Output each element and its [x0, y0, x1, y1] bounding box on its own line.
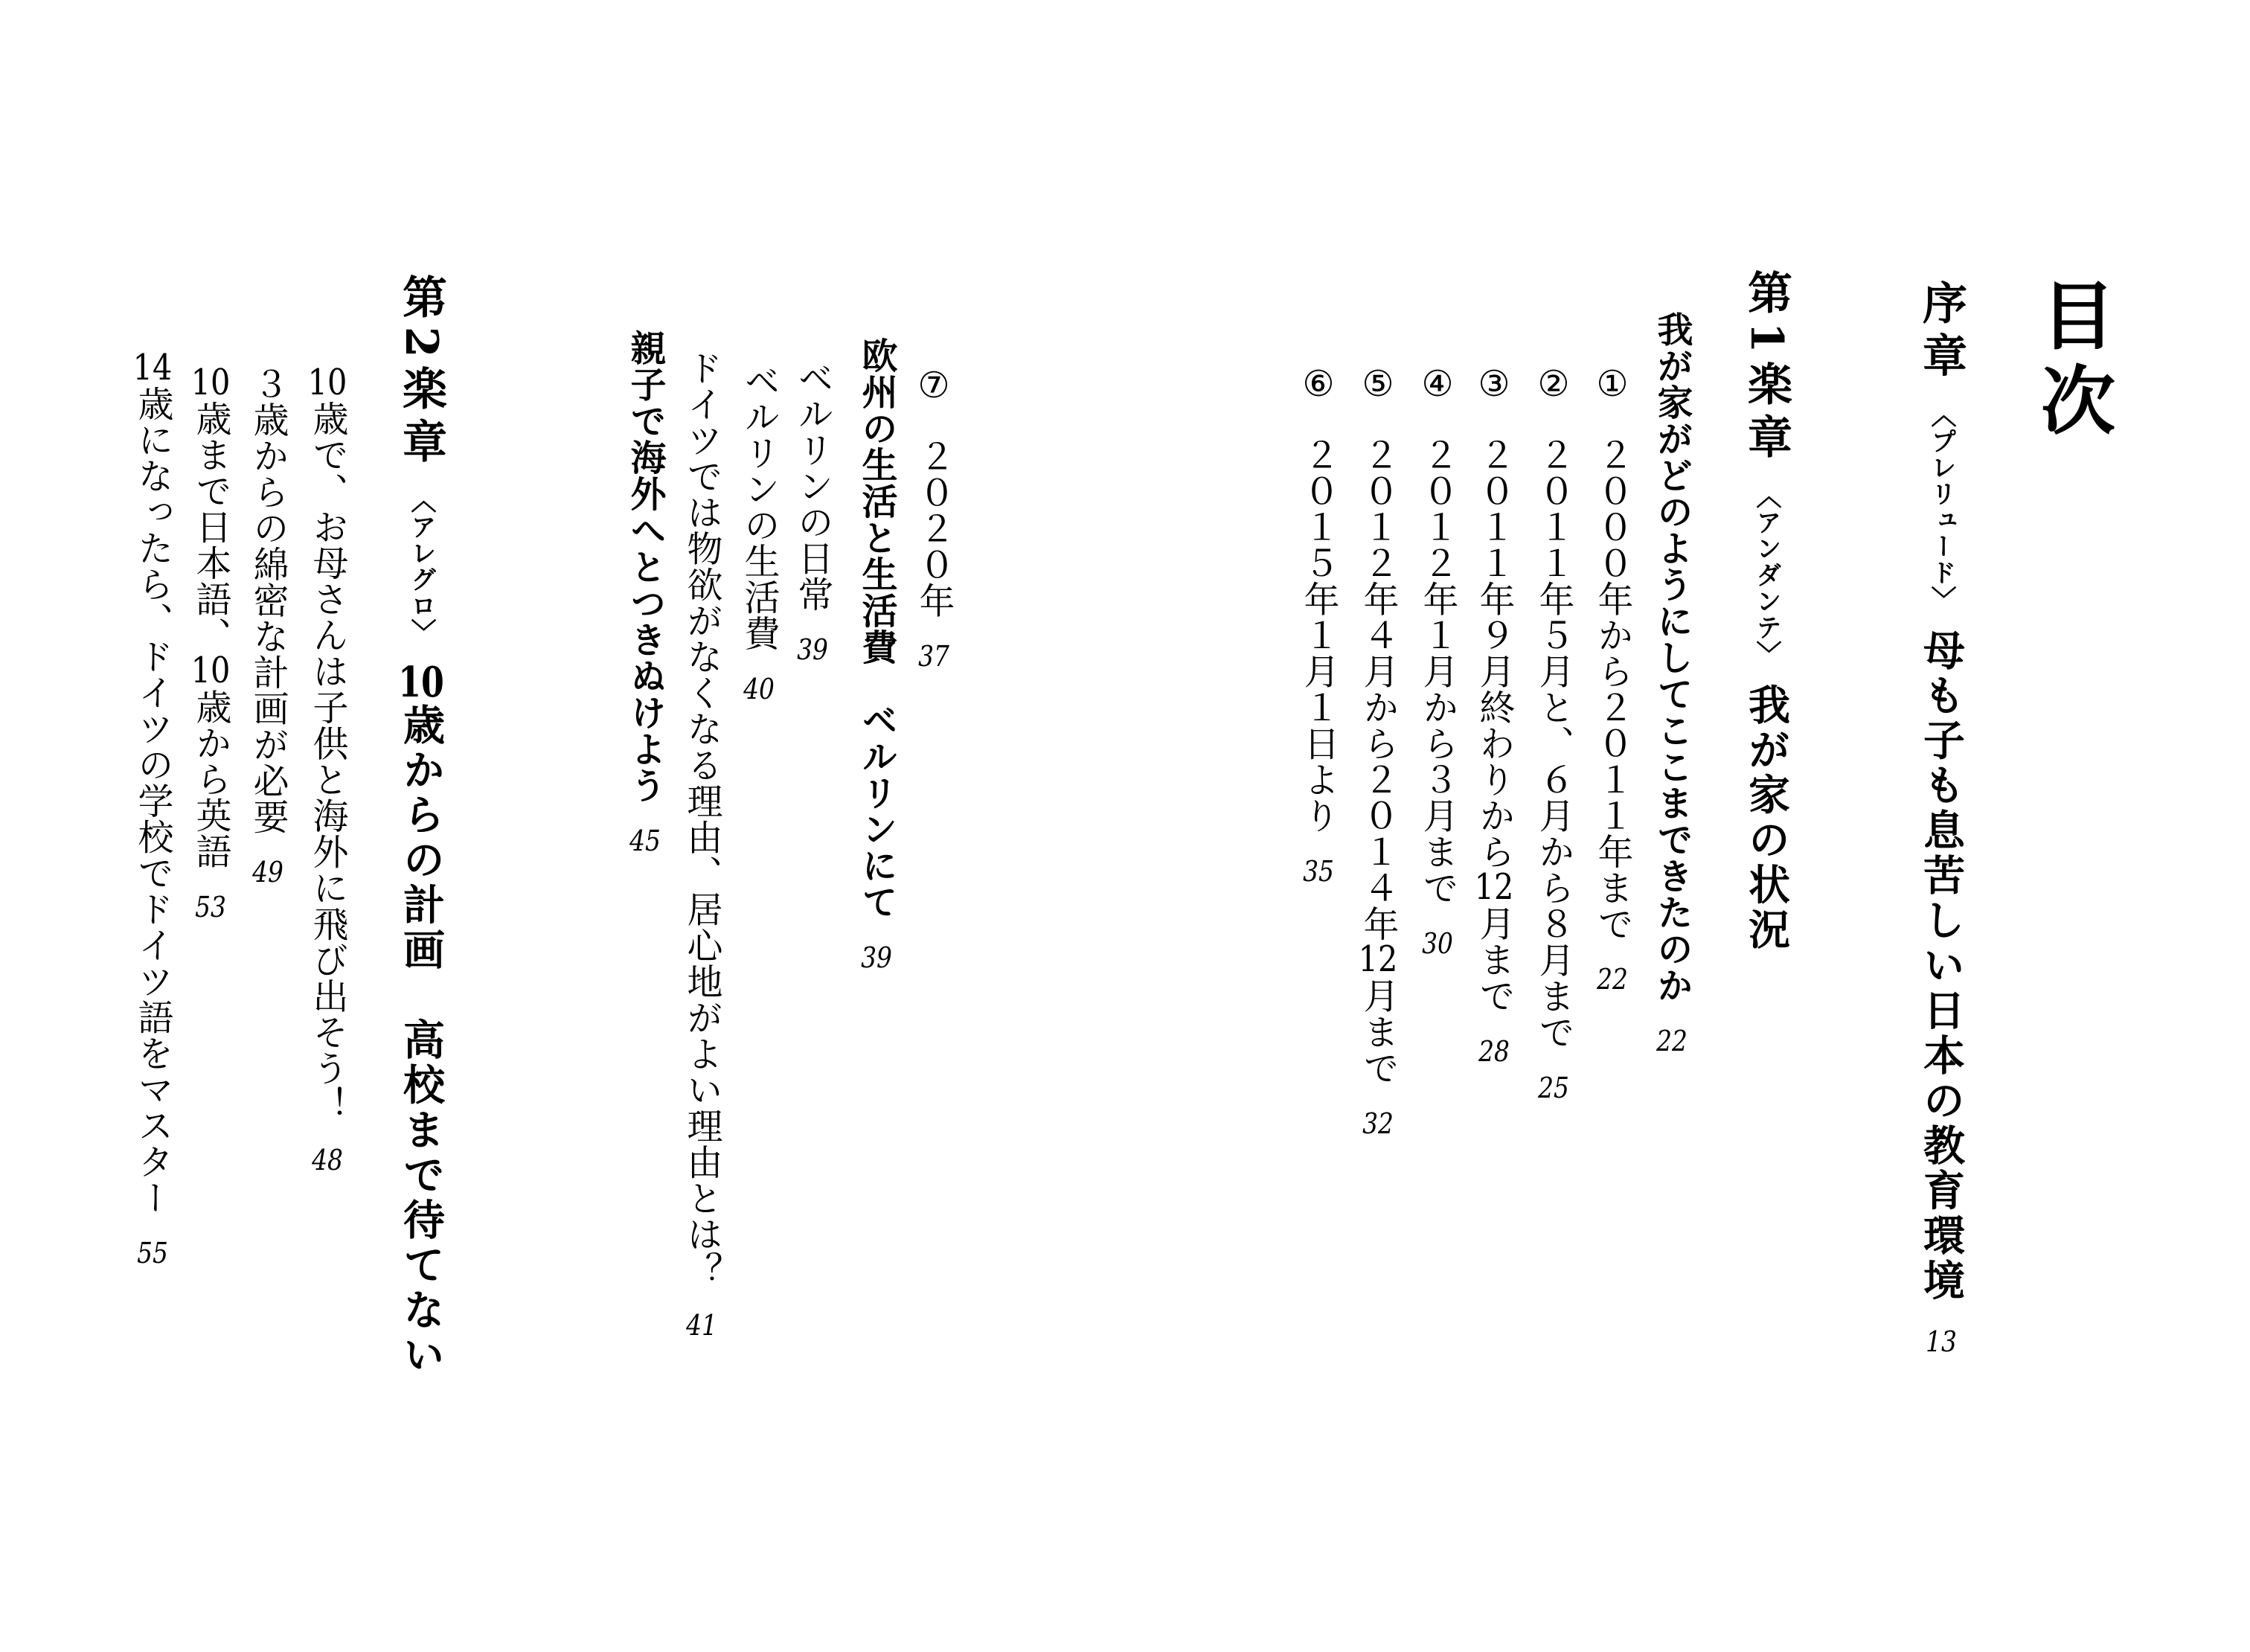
toc-item-4 — [1417, 363, 1458, 958]
chapter-title-number: 10 — [398, 662, 444, 704]
item-text: ２０２０年 — [913, 438, 955, 618]
page-number: 32 — [1362, 1109, 1394, 1138]
item-text-number: 10 — [190, 653, 231, 689]
item-text: ２０１２年１月から３月まで — [1417, 436, 1458, 906]
section-text: 欧州の生活と生活費 ベルリンにて — [856, 337, 897, 921]
chapter-label: 序章 — [1915, 280, 1967, 385]
page-number: 28 — [1478, 1037, 1510, 1066]
toc-item-1 — [1592, 363, 1633, 994]
section-heading-wagaya — [1651, 311, 1693, 1056]
item-number-circle: ② — [1533, 363, 1574, 406]
chapter-title: 我が家の状況 — [1742, 683, 1791, 954]
item-text: 歳まで日本語、 — [190, 400, 231, 653]
page-number: 55 — [137, 1239, 168, 1268]
page-number: 49 — [252, 858, 283, 887]
page-number: 41 — [686, 1311, 717, 1340]
item-text: ベルリンの生活費 — [738, 362, 780, 651]
toc-item-age14-german — [132, 350, 173, 1268]
page-number: 48 — [312, 1145, 343, 1174]
chapter-prelude — [1915, 280, 1967, 1356]
page-number: 13 — [1926, 1327, 1957, 1356]
toc-item-berlin-cost — [738, 362, 780, 703]
item-text: ２０１５年１月１日より — [1298, 436, 1339, 833]
toc-item-language-plan — [190, 365, 231, 921]
chapter-label: 第2楽章 — [395, 274, 447, 471]
item-text: ２０１２年４月から２０１４年 — [1357, 436, 1399, 942]
toc-item-age10-flyout — [307, 365, 348, 1174]
item-text: 月まで — [1473, 905, 1515, 1014]
page-number: 40 — [743, 674, 775, 703]
chapter-1 — [1740, 269, 1792, 954]
item-text: ３歳からの綿密な計画が必要 — [247, 365, 289, 835]
toc-item-7 — [913, 365, 955, 670]
page-number: 45 — [629, 827, 661, 856]
toc-item-age3-plan — [247, 365, 289, 887]
toc-item-berlin-daily — [792, 359, 833, 665]
item-text: 月まで — [1357, 977, 1399, 1086]
page-number: 25 — [1538, 1073, 1569, 1102]
item-text: ２０１１年９月終わりから — [1473, 436, 1515, 870]
page-number: 22 — [1656, 1027, 1688, 1056]
chapter-reading: 〈アレグロ〉 — [406, 487, 436, 646]
page-number: 39 — [861, 944, 892, 973]
chapter-label: 第1楽章 — [1740, 269, 1792, 467]
item-text: ドイツでは物欲がなくなる理由、居心地がよい理由とは？ — [681, 350, 722, 1288]
chapter-title-text: 歳からの計画 高校まで待てない — [397, 703, 446, 1379]
item-text-number: 10 — [190, 365, 231, 400]
toc-item-5 — [1357, 363, 1399, 1138]
item-number-circle: ④ — [1417, 363, 1458, 406]
item-number-circle: ③ — [1473, 363, 1515, 406]
chapter-title: 母も子も息苦しい日本の教育環境 — [1917, 628, 1966, 1304]
page-title: 目次 — [2028, 277, 2116, 446]
page-number: 37 — [918, 641, 949, 670]
page-number: 22 — [1597, 965, 1628, 994]
section-text: 親子で海外へとつきぬけよう — [624, 330, 666, 804]
item-text: 歳になったら、ドイツの学校でドイツ語をマスター — [132, 385, 173, 1216]
page-number: 53 — [195, 892, 226, 921]
page-number: 35 — [1303, 857, 1334, 886]
item-text-number: 14 — [132, 350, 173, 385]
section-heading-oyako — [624, 330, 666, 856]
page-number: 39 — [797, 635, 828, 665]
item-text: ベルリンの日常 — [792, 359, 833, 612]
item-text: 歳から英語 — [190, 688, 231, 869]
item-number-circle: ⑥ — [1298, 363, 1339, 406]
chapter-reading: 〈プレリュード〉 — [1926, 401, 1956, 612]
toc-item-3 — [1473, 363, 1515, 1066]
item-number-circle: ⑦ — [913, 365, 955, 407]
toc-item-2 — [1533, 363, 1574, 1102]
item-text-number: 10 — [307, 365, 347, 400]
toc-item-6 — [1298, 363, 1339, 886]
chapter-reading: 〈アンダンテ〉 — [1751, 482, 1781, 667]
section-heading-europe — [856, 337, 897, 973]
item-number-circle: ① — [1592, 363, 1633, 406]
item-text: ２０１１年５月と、６月から８月まで — [1533, 436, 1574, 1050]
item-text-number: 12 — [1358, 941, 1398, 978]
chapter-2 — [395, 274, 447, 1379]
page-number: 30 — [1422, 929, 1453, 958]
item-text-number: 12 — [1474, 869, 1514, 906]
item-number-circle: ⑤ — [1357, 363, 1399, 406]
chapter-title — [397, 662, 446, 1378]
toc-item-germany-reason — [681, 350, 722, 1340]
item-text: ２０００年から２０１１年まで — [1592, 436, 1633, 942]
item-text: 歳で、お母さんは子供と海外に飛び出そう！ — [307, 400, 348, 1122]
section-text: 我が家がどのようにしてここまできたのか — [1651, 311, 1693, 1004]
